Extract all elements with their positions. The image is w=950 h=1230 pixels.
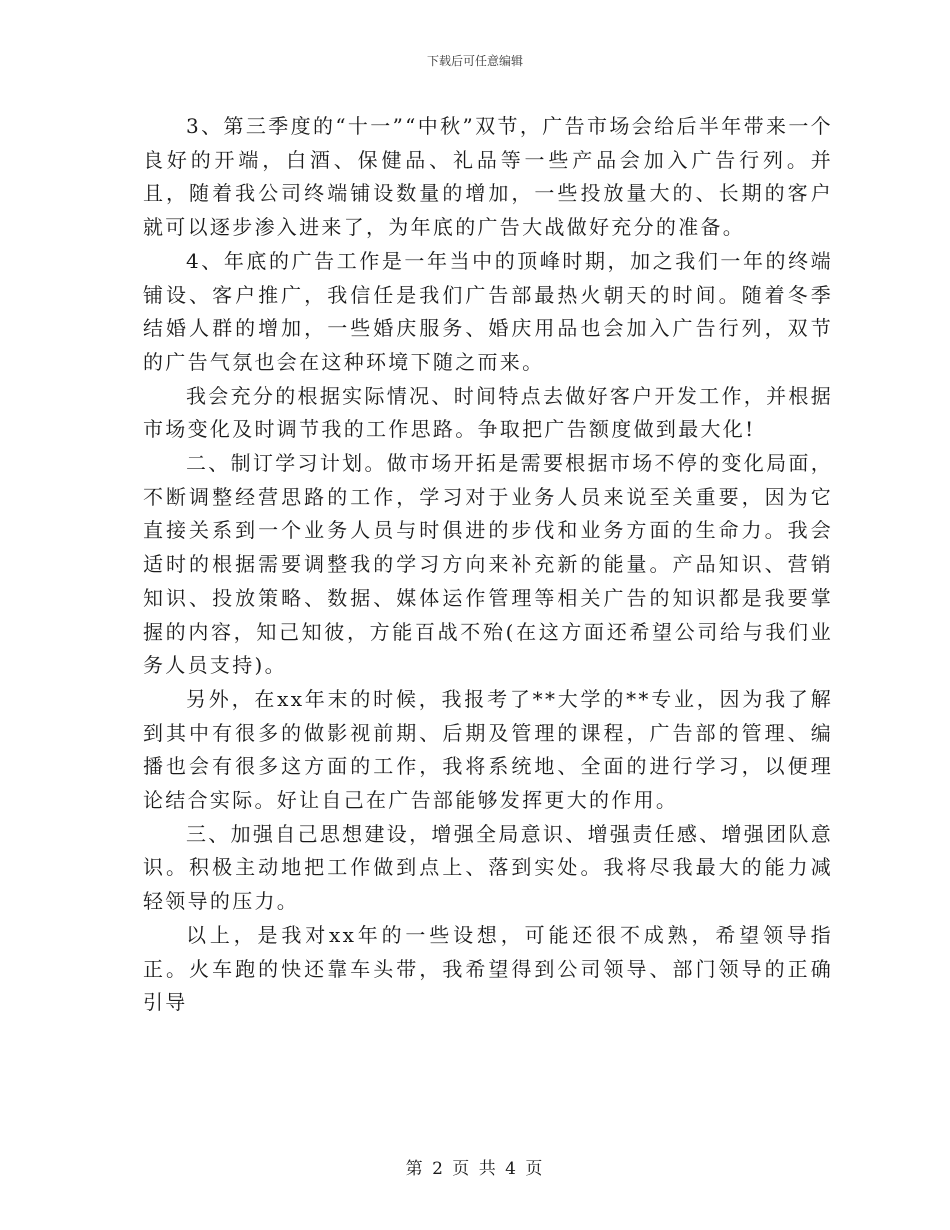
paragraph-further-study: 另外，在xx年末的时候，我报考了**大学的**专业，因为我了解到其中有很多的做影视前期、后期及管理的课程，广告部的管理、编播也会有很多这方面的工作，我将系统地、全面的进行学习，以便理论结合实际。好让自己在广告部能够发挥更大的作用。 — [143, 686, 833, 813]
paragraph-q3: 3、第三季度的“十一”“中秋”双节，广告市场会给后半年带来一个良好的开端，白酒、保健品、礼品等一些产品会加入广告行列。并且，随着我公司终端铺设数量的增加，一些投放量大的、长期的客户就可以逐步渗入进来了，为年底的广告大战做好充分的准备。 — [143, 114, 833, 240]
paragraph-year-end: 4、年底的广告工作是一年当中的顶峰时期，加之我们一年的终端铺设、客户推广，我信任是我们广告部最热火朝天的时间。随着冬季结婚人群的增加，一些婚庆服务、婚庆用品也会加入广告行列，双节的广告气氛也会在这种环境下随之而来。 — [143, 248, 833, 374]
page-footer: 第 2 页 共 4 页 — [405, 1159, 545, 1179]
page-header: 下载后可任意编辑 — [426, 54, 523, 68]
paragraph-client-development: 我会充分的根据实际情况、时间特点去做好客户开发工作，并根据市场变化及时调节我的工作思路。争取把广告额度做到最大化! — [143, 383, 833, 442]
paragraph-study-plan: 二、制订学习计划。做市场开拓是需要根据市场不停的变化局面，不断调整经营思路的工作，学习对于业务人员来说至关重要，因为它直接关系到一个业务人员与时俱进的步伐和业务方面的生命力。我会适时的根据需要调整我的学习方向来补充新的能量。产品知识、营销知识、投放策略、数据、媒体运作管理等相关广告的知识都是我要掌握的内容，知己知彼，方能百战不殆(在这方面还希望公司给与我们业务人员支持)。 — [143, 451, 833, 678]
paragraph-conclusion: 以上，是我对xx年的一些设想，可能还很不成熟，希望领导指正。火车跑的快还靠车头带，我希望得到公司领导、部门领导的正确引导 — [143, 922, 833, 1015]
document-body — [143, 110, 833, 1020]
paragraph-self-improvement: 三、加强自己思想建设，增强全局意识、增强责任感、增强团队意识。积极主动地把工作做到点上、落到实处。我将尽我最大的能力减轻领导的压力。 — [143, 821, 833, 914]
